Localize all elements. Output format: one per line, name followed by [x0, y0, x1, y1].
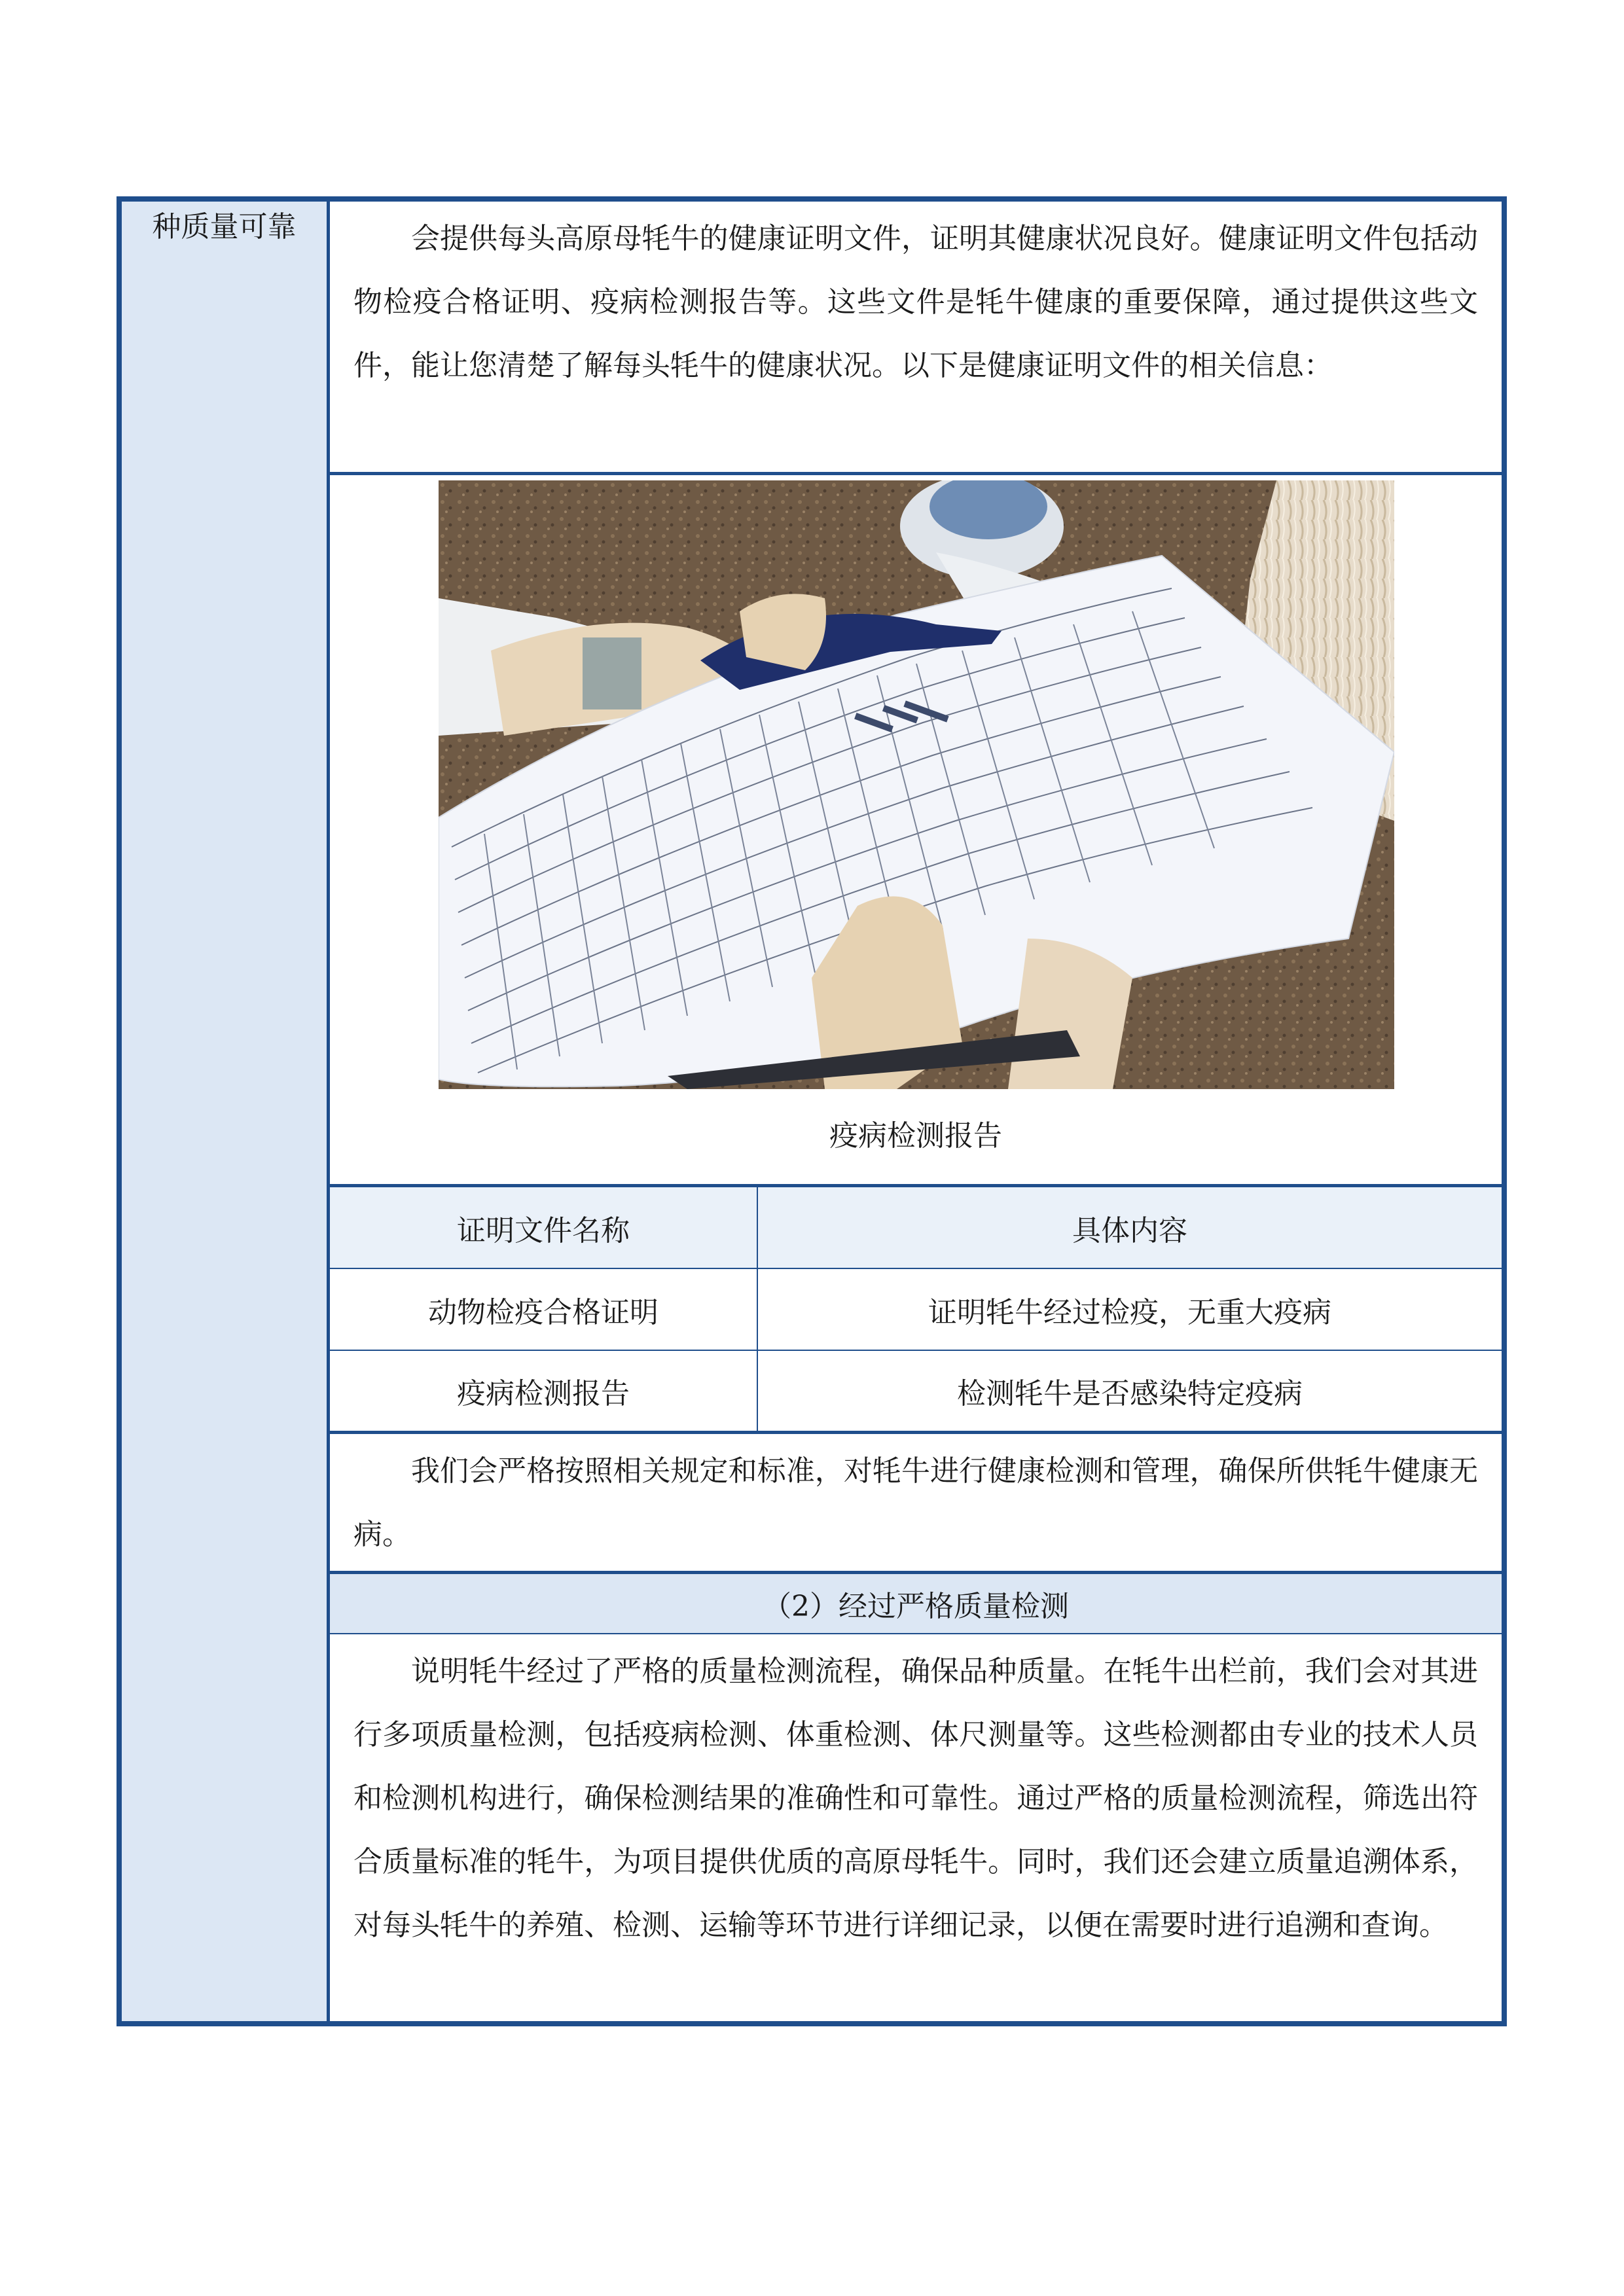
section2-title: （2）经过严格质量检测 — [330, 1574, 1502, 1634]
left-column — [122, 202, 330, 2021]
doc-table-header-name: 证明文件名称 — [330, 1187, 758, 1268]
doc-table-header-content: 具体内容 — [1072, 1213, 1187, 1247]
section2-row — [330, 1634, 1502, 2021]
table-cell-content: 检测牦牛是否感染特定疫病 — [957, 1377, 1303, 1410]
closing-row — [330, 1434, 1502, 1574]
table-row — [330, 1351, 1502, 1434]
right-column — [330, 202, 1502, 2021]
table-row — [330, 1269, 1502, 1351]
section2-paragraph: 说明牦牛经过了严格的质量检测流程，确保品种质量。在牦牛出栏前，我们会对其进行多项质量检测，包括疫病检测、体重检测、体尺测量等。这些检测都由专业的技术人员和检测机构进行，确保检测结果的准确性和可靠性。通过严格的质量检测流程，筛选出符合质量标准的牦牛，为项目提供优质的高原母牦牛。同时，我们还会建立质量追溯体系，对每头牦牛的养殖、检测、运输等环节进行详细记录，以便在需要时进行追溯和查询。 — [353, 1655, 1478, 1942]
left-column-label: 种质量可靠 — [152, 210, 297, 243]
disease-report-photo — [439, 480, 1394, 1089]
table-cell-name: 动物检疫合格证明 — [330, 1269, 758, 1350]
intro-paragraph: 会提供每头高原母牦牛的健康证明文件，证明其健康状况良好。健康证明文件包括动物检疫合格证明、疫病检测报告等。这些文件是牦牛健康的重要保障，通过提供这些文件，能让您清楚了解每头牦牛的健康状况。以下是健康证明文件的相关信息： — [353, 222, 1478, 382]
table-cell-content: 证明牦牛经过检疫，无重大疫病 — [928, 1295, 1331, 1329]
doc-table-header-row — [330, 1187, 1502, 1269]
closing-paragraph: 我们会严格按照相关规定和标准，对牦牛进行健康检测和管理，确保所供牦牛健康无病。 — [353, 1454, 1478, 1551]
table-cell-name: 疫病检测报告 — [330, 1351, 758, 1431]
intro-row — [330, 202, 1502, 475]
figure-caption: 疫病检测报告 — [829, 1119, 1002, 1153]
figure-row — [330, 475, 1502, 1187]
content-frame — [117, 196, 1507, 2026]
